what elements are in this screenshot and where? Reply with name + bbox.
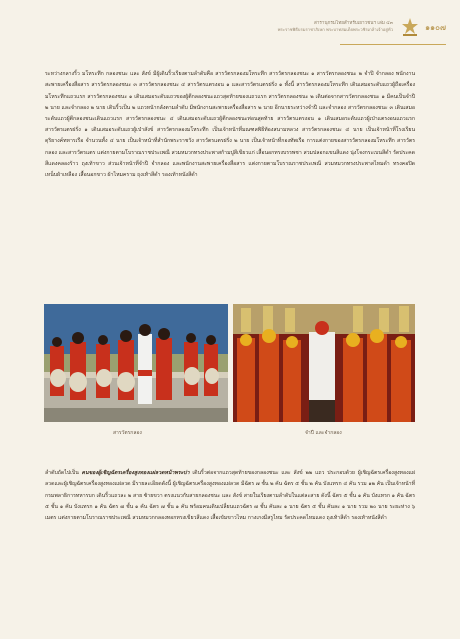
paragraph-2-rest: เดินริ้วต่อจากแถวสุดท้ายของกลองชนะ และ สังข์ ๒๒ แถว ประกอบด้วย ผู้เชิญฉัตรเครื่องสูงทองแผ่ลวดและผู้เชิญฉัตรเครื่องสูงทองแผ่ลวด มีรายละเอียดดังนี้ ผู้เชิญฉัตรเครื่องสูงทองแผ่ลวด มีฉัตร ๗ ชั้น ๒ คัน ฉัตร ๕ ชั้น ๒ คัน บังแทรก ๔ คัน รวม ๑๒ คัน เป็นเจ้าหน้าที่กรมพลาธิการทหารบก เดินริ้วแถวละ ๒ สาย ซ้ายขวา ตรงแนวกับสายกลองชนะ และ สังข์ สายในเรียงตามลำดับในแต่ละสาย ดังนี้ ฉัตร ๕ ชั้น ๑ คัน บังแทรก ๑ คัน ฉัตร ๕ ชั้น ๑ คัน บังแทรก ๑ คัน ฉัตร ๗ ชั้น ๑ คัน ฉัตร ๗ ชั้น ๑ คัน พร้อมคนเดินเปลี่ยนแถวฉัตร ๗ ชั้น คันละ ๑ นาย ฉัตร ๕ ชั้น คันละ ๑ นาย รวม ๒๐ นาย ระยะห่าง ๖ เมตร แต่งกายตามโบราณราชประเพณี สวมหมวกกลองทอกทรงเขียวสีแดง เสื้อเข้มขาวไหม กางเกงมีสรูไหม รัดประคดไหมแดง ถุงเท้าสีดำ รองเท้าหนังสีดำ [45, 470, 415, 521]
royal-emblem-icon [399, 16, 421, 38]
body-paragraph-1: ระหว่างกลางริ้ว มโหระทึก กลองชนะ และ สังข์ มีผู้เดินริ้วเรียงตามลำดับคือ สารวัตรกลองมโหระทึก สารวัตรกลองชนะ ๑ สารวัตรกลองชนะ ๒ จำปี จำกลอง พนักงานสะพายเครื่องสื่อสาร สารวัตรกลองชนะ ๓ สารวัตรกลองชนะ ๔ สารวัตรแตรงอน ๑ และสารวัตรแตรฝรั่ง ๑ ทั้งนี้ สารวัตรกลองมโหระทึก เดินเสมอระดับแถวผู้ถือเครื่องมโหระทึกแถวแรก สารวัตรกลองชนะ ๑ เดินเสมอระดับแถวของผู้ตีกลองชนะแถวสุดท้ายของแถวแรก สารวัตรกลองชนะ ๒ เดินต่อจากสารวัตรกลองชนะ ๑ มีคนเป็นจำปี ๒ นาย และจำกลอง ๒ นาย เดินริ้วเป็น ๒ แถวหน้ากลังตามลำดับ มีพนักงานสะพายเครื่องสื่อสาร ๒ นาย อีกนายระหว่างจำปี และจำกลอง สารวัตรกลองชนะ ๓ เดินเสมอระดับแถวผู้ตีกลองชนะเดินแถวแรก สารวัตรกลองชนะ ๔ เดินเสมอระดับแถวผู้ตีกลองชนะท่อนสุดท้าย สารวัตรแตรงอน ๑ เดินเสมอระดับแถวผู้เป่าแตรงอนแถวแรก สารวัตรแตรฝรั่ง ๑ เดินเสมอระดับแถวผู้เป่าสังข์ สารวัตรกลองมโหระทึก เป็นเจ้าหน้าที่มณฑลพิธีท้องสนามหลวง สารวัตรกลองชนะ ๔ นาย เป็นเจ้าหน้าที่โรงเรียนดุริยางค์ทหารเรือ จำนวนทั้ง ๔ นาย เป็นเจ้าหน้าที่สำนักพระราชวัง สารวัตรแตรฝรั่ง ๒ นาย เป็นเจ้าหน้าที่กองทัพเรือ การแต่งกายของสารวัตรกลองมโหระทึก สารวัตรกลอง และสารวัตรแตร แต่งกายตามโบราณราชประเพณี สวมหมวกทรงประพาสก้ามปูสีเขียวแก่ เสื้อนอกทรงบรรพชา สวมปลอกแขนสีแดง นุ่งโจงกระเบนสีดำ รัดประคดสีแดงคลองร้าว ถุงเท้าขาว ส่วนเจ้าหน้าที่จำปี จำกลอง และพนักงานสะพายเครื่องสื่อสาร แต่งกายตามโบราณราชประเพณี สวมหมวกทรงประพาสไหมดำ ทรงคอปิดเหน็บผ้าเหลือง เสื้อนอกขาว ผ้าไหมคราม ถุงเท้าสีดำ รองเท้าหนังสีดำ [45, 71, 415, 179]
running-header [278, 14, 446, 40]
header-line-2: พระราชพิธีบรมราชาภิเษก พระบาทสมเด็จพระวชิรเกล้าเจ้าอยู่หัว [277, 27, 393, 32]
body-paragraph-2 [45, 468, 415, 524]
header-line-1: สารานุกรมไทยสำหรับเยาวชนฯ เล่ม ๔๓ [314, 21, 393, 26]
header-text [278, 21, 393, 33]
caption-right: จำปี และจำกลอง [305, 430, 342, 436]
caption-left: สารวัตรกลอง [113, 430, 142, 436]
photo-procession [233, 304, 415, 422]
page-number: ๑๑๐๗ [424, 22, 446, 32]
paragraph-2-bold: คนของผู้เชิญฉัตรเครื่องสูงทองแผ่ลวดหน้าพระบ่า [81, 470, 190, 477]
paragraph-2-lead: ลำดับถัดไปเป็น [45, 470, 82, 477]
photo-drummers [44, 304, 228, 422]
header-rule [340, 44, 446, 45]
